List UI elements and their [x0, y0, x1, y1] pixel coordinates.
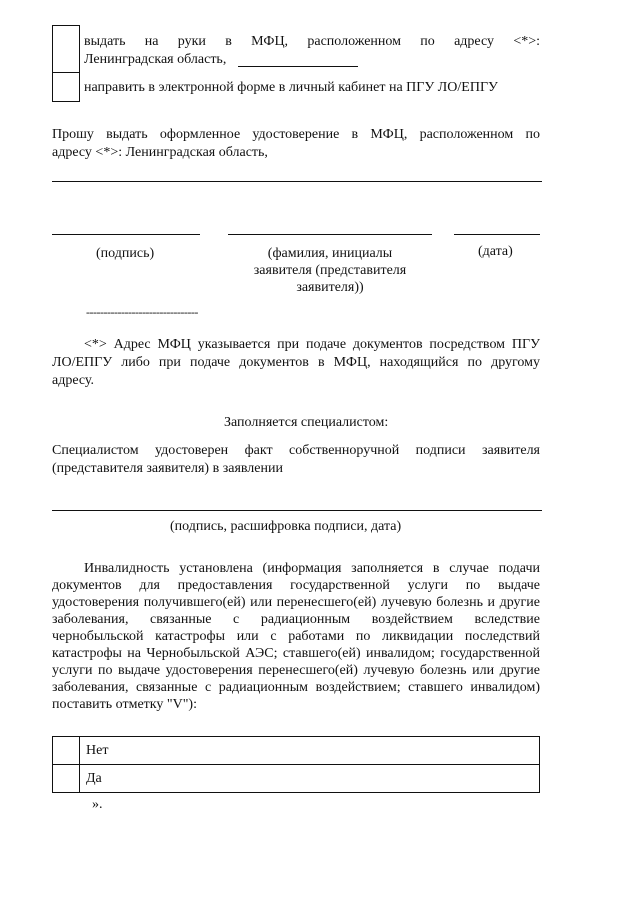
disability-last-line: поставить отметку "V"): [52, 697, 197, 712]
signature-line[interactable] [52, 234, 200, 235]
footnote-line3: адресу. [52, 373, 95, 388]
closing-quote: ». [92, 797, 103, 812]
disability-line: документов для предоставления государственной услуги по выдаче [52, 578, 540, 593]
footnote-line2: ЛО/ЕПГУ либо при подаче документов в МФЦ, находящийся по другому [52, 355, 540, 370]
table-row [53, 765, 540, 793]
option-mfc-line1: выдать на руки в МФЦ, расположенном по адресу <*>: [84, 34, 540, 49]
checkbox-yes[interactable] [53, 765, 80, 793]
name-label-line1: (фамилия, инициалы [267, 246, 393, 261]
specialist-line1: Специалистом удостоверен факт собственноручной подписи заявителя [52, 443, 540, 458]
specialist-caption: (подпись, расшифровка подписи, дата) [170, 519, 402, 534]
request-line2: адресу <*>: Ленинградская область, [52, 145, 268, 160]
table-row [53, 737, 540, 765]
mfc-address-blank[interactable] [238, 66, 358, 67]
option-mfc-line2: Ленинградская область, [84, 52, 227, 67]
disability-line: чернобыльской катастрофы или с работами по ликвидации последствий [52, 629, 540, 644]
option-no-label: Нет [80, 737, 540, 765]
specialist-line2: (представителя заявителя) в заявлении [52, 461, 283, 476]
footnote-line1: <*> Адрес МФЦ указывается при подаче документов посредством ПГУ [84, 337, 540, 352]
disability-paragraph [52, 560, 540, 713]
address-line[interactable] [52, 181, 542, 182]
footnote-separator: -------------------------------- [86, 305, 198, 319]
checkbox-mfc-pickup[interactable] [52, 25, 80, 73]
disability-options-table [52, 736, 540, 793]
disability-line: удостоверения получившего(ей) или перенесшего(ей) лучевую болезнь и другие [52, 595, 540, 610]
name-line[interactable] [228, 234, 432, 235]
checkbox-no[interactable] [53, 737, 80, 765]
name-label [228, 245, 432, 296]
request-line1: Прошу выдать оформленное удостоверение в МФЦ, расположенном по [52, 127, 540, 142]
disability-line: Инвалидность установлена (информация заполняется в случае подачи [84, 561, 540, 576]
checkbox-electronic-delivery[interactable] [52, 72, 80, 102]
date-line[interactable] [454, 234, 540, 235]
disability-line: заболевания, связанные с радиационным воздействием; ставшего инвалидом) [52, 680, 540, 695]
disability-line: катастрофы на Чернобыльской АЭС; ставшего(ей) инвалидом; государственной [52, 646, 540, 661]
name-label-line2: заявителя (представителя [253, 263, 407, 278]
signature-label: (подпись) [96, 246, 155, 261]
option-yes-label: Да [80, 765, 540, 793]
name-label-line3: заявителя)) [296, 280, 364, 295]
disability-line: услуги по выдаче удостоверения перенесшего(ей) лучевую болезнь или другие [52, 663, 540, 678]
specialist-signature-line[interactable] [52, 510, 542, 511]
date-label: (дата) [478, 244, 513, 259]
disability-line: заболевания, связанные с радиационным воздействием вследствие [52, 612, 540, 627]
option-electronic: направить в электронной форме в личный кабинет на ПГУ ЛО/ЕПГУ [84, 80, 498, 95]
specialist-heading: Заполняется специалистом: [224, 415, 389, 430]
